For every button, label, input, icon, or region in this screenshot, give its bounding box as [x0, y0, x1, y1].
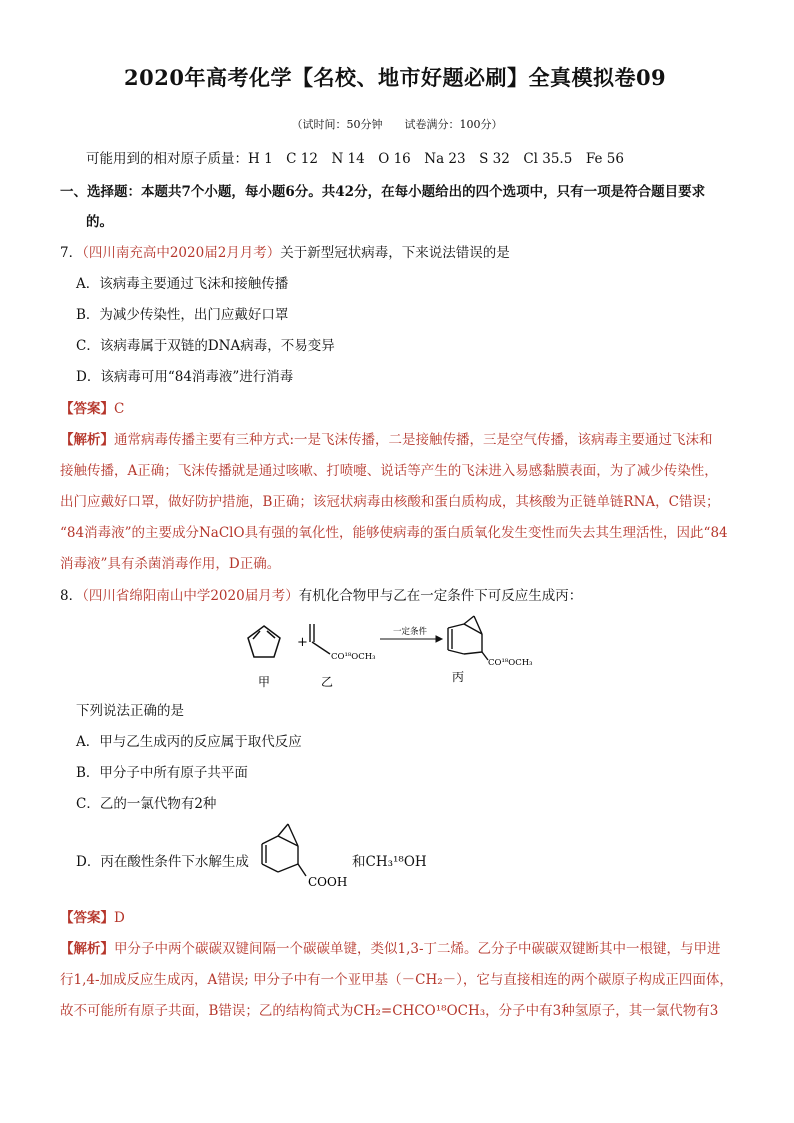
option-a: A．甲与乙生成丙的反应属于取代反应: [76, 734, 302, 750]
carboxyl-group: COOH: [308, 875, 348, 889]
question-source: （四川省绵阳南山中学2020届月考）: [82, 588, 299, 604]
answer-label: 【答案】: [60, 401, 114, 417]
option-d-tail: 和CH₃¹⁸OH: [352, 854, 427, 870]
atomic-masses: 可能用到的相对原子质量：H 1 C 12 N 14 O 16 Na 23 S 32 Cl 35.5 Fe 56: [86, 151, 624, 167]
analysis-8-line: 行1,4-加成反应生成丙，A错误; 甲分子中有一个亚甲基（－CH₂－），它与直接相连的两个碳原子构成正四面体，: [60, 972, 733, 988]
methyl-acrylate-structure: [310, 624, 330, 654]
analysis-label: 【解析】: [60, 941, 114, 957]
option-b: B．甲分子中所有原子共平面: [76, 765, 248, 781]
option-d: D．该病毒可用“84消毒液”进行消毒: [76, 369, 294, 385]
section-header-cont: 的。: [86, 214, 113, 230]
answer-8: [60, 906, 125, 926]
reaction-scheme: [238, 614, 568, 692]
ester-group-bing: CO¹⁸OCH₃: [488, 658, 533, 668]
question-stem: 有机化合物甲与乙在一定条件下可反应生成丙：: [298, 588, 583, 604]
question-source: （四川南充高中2020届2月月考）: [82, 245, 281, 261]
ester-group-yi: CO¹⁸OCH₃: [331, 652, 376, 662]
reaction-condition: 一定条件: [393, 627, 428, 637]
question-number: 8．: [60, 588, 83, 604]
analysis-text: 通常病毒传播主要有三种方式:一是飞沫传播，二是接触传播，三是空气传播，该病毒主要通过飞沫和: [114, 432, 713, 448]
option-a: A．该病毒主要通过飞沫和接触传播: [76, 276, 289, 292]
option-b: B．为减少传染性，出门应戴好口罩: [76, 307, 289, 323]
analysis-7-line: 接触传播，A正确；飞沫传播就是通过咳嗽、打喷嚏、说话等产生的飞沫进入易感黏膜表面，为了减少传染性，: [60, 463, 718, 479]
exam-info: （试时间：50分钟 试卷满分：100分）: [291, 118, 503, 131]
question-8: [60, 584, 582, 604]
section-header: 一、选择题：本题共7个小题，每小题6分。共42分，在每小题给出的四个选项中，只有一项是符合题目要求: [60, 184, 706, 200]
label-bing: 丙: [452, 670, 465, 684]
option-c: C．该病毒属于双链的DNA病毒，不易变异: [76, 338, 335, 354]
answer-label: 【答案】: [60, 910, 114, 926]
analysis-7-line: “84消毒液”的主要成分NaClO具有强的氧化性，能够使病毒的蛋白质氧化发生变性而失去其生理活性，因此“84: [60, 525, 728, 541]
label-jia: 甲: [258, 675, 271, 689]
analysis-7-line: 出门应戴好口罩，做好防护措施，B正确；该冠状病毒由核酸和蛋白质构成，其核酸为正链单链RNA，C错误；: [60, 494, 720, 510]
question-7: [60, 241, 510, 261]
answer-7: [60, 397, 124, 417]
cyclopentadiene-structure: [248, 626, 280, 657]
answer-value: C: [114, 401, 125, 417]
analysis-8-line: 故不可能所有原子共面，B错误；乙的结构简式为CH₂=CHCO¹⁸OCH₃，分子中有3种氢原子，其一氯代物有3: [60, 1003, 719, 1019]
page-title: 2020年高考化学【名校、地市好题必刷】全真模拟卷09: [124, 65, 667, 90]
norbornene-ester-structure: [448, 616, 488, 660]
option-d: D．丙在酸性条件下水解生成: [76, 854, 249, 870]
answer-value: D: [114, 910, 125, 926]
analysis-text: 甲分子中两个碳碳双键间隔一个碳碳单键，类似1,3-丁二烯。乙分子中碳碳双键断其中一根键，与甲进: [114, 941, 721, 957]
question-number: 7．: [60, 245, 83, 261]
analysis-8-line: [60, 937, 721, 957]
analysis-label: 【解析】: [60, 432, 114, 448]
plus-sign: +: [297, 635, 308, 650]
question-lead: 下列说法正确的是: [76, 703, 184, 719]
label-yi: 乙: [321, 675, 334, 689]
analysis-7-line: [60, 428, 713, 448]
question-stem: 关于新型冠状病毒，下来说法错误的是: [280, 245, 510, 261]
carboxylic-acid-structure: [254, 818, 359, 898]
analysis-7-line: 消毒液”具有杀菌消毒作用，D正确。: [60, 556, 281, 572]
option-c: C．乙的一氯代物有2种: [76, 796, 217, 812]
